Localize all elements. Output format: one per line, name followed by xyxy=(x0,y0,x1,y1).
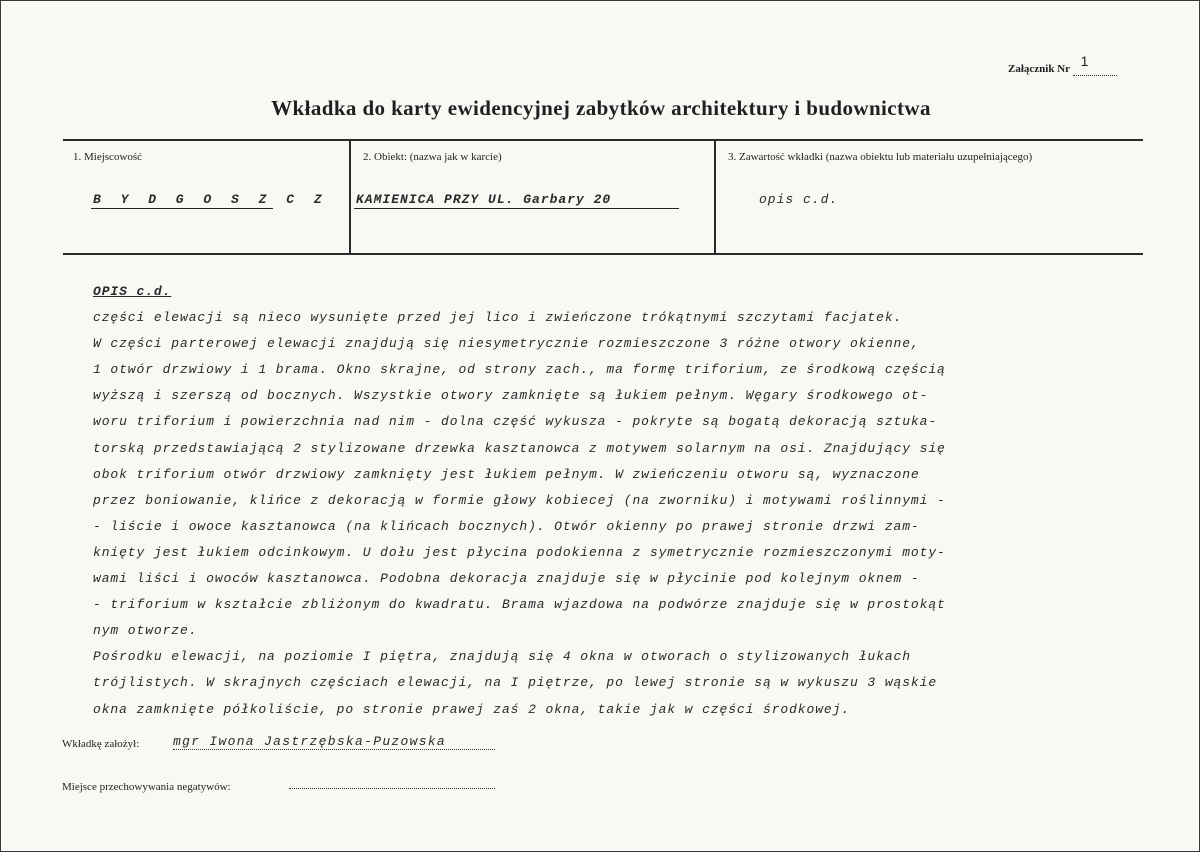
content-value: opis c.d. xyxy=(759,192,839,207)
locality-label: 1. Miejscowość xyxy=(73,151,143,163)
description-text xyxy=(93,279,1103,723)
description-line: okna zamknięte półkoliście, po stronie prawej zaś 2 okna, takie jak w części środkowej. xyxy=(93,701,851,717)
description-line: wami liści i owoców kasztanowca. Podobna dekoracja znajduje się w płycinie pod kolejnym oknem - xyxy=(93,571,920,587)
description-line: trójlistych. W skrajnych częściach elewacji, na I piętrze, po lewej stronie są w wykuszu 3 wąskie xyxy=(93,675,938,691)
description-heading: OPIS c.d. xyxy=(93,284,172,299)
description-line: nym otworze. xyxy=(93,623,198,639)
locality-underline xyxy=(91,208,273,209)
object-underline xyxy=(354,208,679,209)
negatives-field xyxy=(289,788,495,789)
author-label: Wkładkę założył: xyxy=(62,738,140,750)
description-line: obok triforium otwór drzwiowy zamknięty jest łukiem pełnym. W zwieńczeniu otworu są, wyznaczone xyxy=(93,466,920,482)
annex-label: Załącznik Nr xyxy=(1008,63,1070,75)
column-divider-2 xyxy=(714,141,716,253)
locality-value: B Y D G O S Z C Z xyxy=(93,192,328,207)
content-label: 3. Zawartość wkładki (nazwa obiektu lub materiału uzupełniającego) xyxy=(728,151,1033,163)
description-line: W części parterowej elewacji znajdują się niesymetrycznie rozmieszczone 3 różne otwory okienne, xyxy=(93,336,920,352)
column-divider-1 xyxy=(349,141,351,253)
description-line: - triforium w kształcie zbliżonym do kwadratu. Brama wjazdowa na podwórze znajduje się w prostokąt xyxy=(93,597,946,613)
description-line: torską przedstawiającą 2 stylizowane drzewka kasztanowca z motywem solarnym na osi. Znajdujący się xyxy=(93,440,946,456)
description-line: - liście i owoce kasztanowca (na klińcach bocznych). Otwór okienny po prawej stronie drzwi zam- xyxy=(93,518,920,534)
description-line: woru triforium i powierzchnia nad nim - dolna część wykusza - pokryte są bogatą dekoracją sztuka- xyxy=(93,414,938,430)
description-line: części elewacji są nieco wysunięte przed jej lico i zwieńczone trókątnymi szczytami facjatek. xyxy=(93,310,903,326)
object-value: KAMIENICA PRZY UL. Garbary 20 xyxy=(356,192,612,207)
description-line: wyższą i szerszą od bocznych. Wszystkie otwory zamknięte są łukiem pełnym. Węgary środkowego ot- xyxy=(93,388,929,404)
object-label: 2. Obiekt: (nazwa jak w karcie) xyxy=(363,151,502,163)
description-line: 1 otwór drzwiowy i 1 brama. Okno skrajne, od strony zach., ma formę triforium, ze środkową częścią xyxy=(93,362,946,378)
annex-number-value: 1 xyxy=(1080,53,1089,69)
annex-number-field xyxy=(1073,53,1117,76)
description-line: przez boniowanie, klińce z dekoracją w formie głowy kobiecej (na zworniku) i motywami roślinnymi - xyxy=(93,492,946,508)
negatives-label: Miejsce przechowywania negatywów: xyxy=(62,781,231,793)
description-line: Pośrodku elewacji, na poziomie I piętra, znajdują się 4 okna w otworach o stylizowanych łukach xyxy=(93,649,911,665)
page-title: Wkładka do karty ewidencyjnej zabytków architektury i budownictwa xyxy=(271,96,931,120)
description-line: knięty jest łukiem odcinkowym. U dołu jest płycina podokienna z symetrycznie rozmieszczonymi moty- xyxy=(93,544,946,560)
header-top-rule xyxy=(63,139,1143,141)
author-value: mgr Iwona Jastrzębska-Puzowska xyxy=(173,734,495,750)
header-bottom-rule xyxy=(63,253,1143,255)
annex-number xyxy=(1008,53,1117,76)
